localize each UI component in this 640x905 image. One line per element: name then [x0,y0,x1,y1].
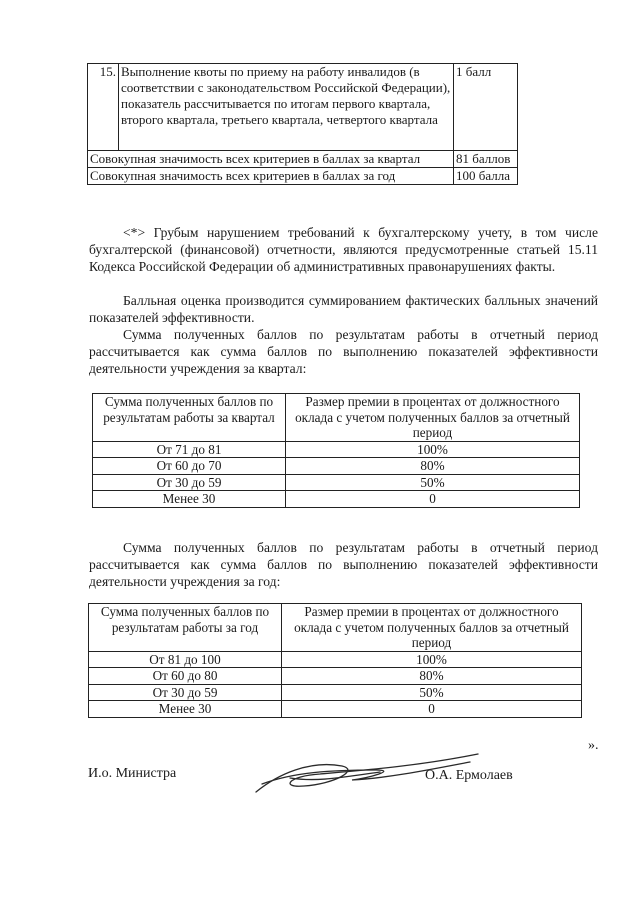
table-row [89,651,582,668]
quarter-total-label: Совокупная значимость всех критериев в баллах за квартал [88,151,454,168]
score-range: От 30 до 59 [89,684,282,701]
criterion-text: Выполнение квоты по приему на работу инвалидов (в соответствии с законодательством Российской Федерации), показатель рассчитывается по итогам первого квартала, второго квартала, третьего квартала, четвертого квартала [119,64,454,151]
criteria-table [87,63,518,185]
year-total-label: Совокупная значимость всех критериев в баллах за год [88,168,454,185]
column-header: Сумма полученных баллов по результатам работы за квартал [93,394,286,442]
table-row [93,441,580,458]
bonus-percent: 100% [286,441,580,458]
quarter-intro-paragraph: Сумма полученных баллов по результатам работы в отчетный период рассчитывается как сумма баллов по выполнению показателей эффективности деятельности учреждения за квартал: [89,327,598,376]
table-row [88,64,518,151]
bonus-percent: 50% [286,474,580,491]
score-range: От 71 до 81 [93,441,286,458]
year-total-value: 100 балла [454,168,518,185]
score-range: Менее 30 [93,491,286,508]
table-header-row [93,394,580,442]
quarter-bonus-table [92,393,580,508]
row-number: 15. [88,64,119,151]
year-intro-paragraph: Сумма полученных баллов по результатам работы в отчетный период рассчитывается как сумма баллов по выполнению показателей эффективности деятельности учреждения за год: [89,540,598,589]
column-header: Сумма полученных баллов по результатам работы за год [89,604,282,652]
bonus-percent: 80% [286,458,580,475]
table-row [93,458,580,475]
signatory-role: И.о. Министра [88,766,177,781]
footnote-paragraph: <*> Грубым нарушением требований к бухгалтерскому учету, в том числе бухгалтерской (финансовой) отчетности, являются предусмотренные статьей 15.11 Кодекса Российской Федерации об административных правонарушениях факты. [89,225,598,274]
table-row [93,474,580,491]
score-range: От 30 до 59 [93,474,286,491]
score-range: Менее 30 [89,701,282,718]
year-bonus-table [88,603,582,718]
closing-quote: ». [588,738,599,753]
column-header: Размер премии в процентах от должностного оклада с учетом полученных баллов за отчетный период [286,394,580,442]
quarter-total-value: 81 баллов [454,151,518,168]
score-range: От 60 до 70 [93,458,286,475]
scoring-paragraph: Балльная оценка производится суммированием фактических балльных значений показателей эффективности. [89,293,598,325]
bonus-percent: 50% [282,684,582,701]
bonus-percent: 0 [282,701,582,718]
bonus-percent: 80% [282,668,582,685]
table-row [88,168,518,185]
table-row [89,668,582,685]
table-header-row [89,604,582,652]
table-row [88,151,518,168]
criterion-score: 1 балл [454,64,518,151]
table-row [89,701,582,718]
column-header: Размер премии в процентах от должностного оклада с учетом полученных баллов за отчетный период [282,604,582,652]
bonus-percent: 0 [286,491,580,508]
signatory-name: О.А. Ермолаев [425,768,513,783]
score-range: От 60 до 80 [89,668,282,685]
table-row [93,491,580,508]
bonus-percent: 100% [282,651,582,668]
table-row [89,684,582,701]
score-range: От 81 до 100 [89,651,282,668]
